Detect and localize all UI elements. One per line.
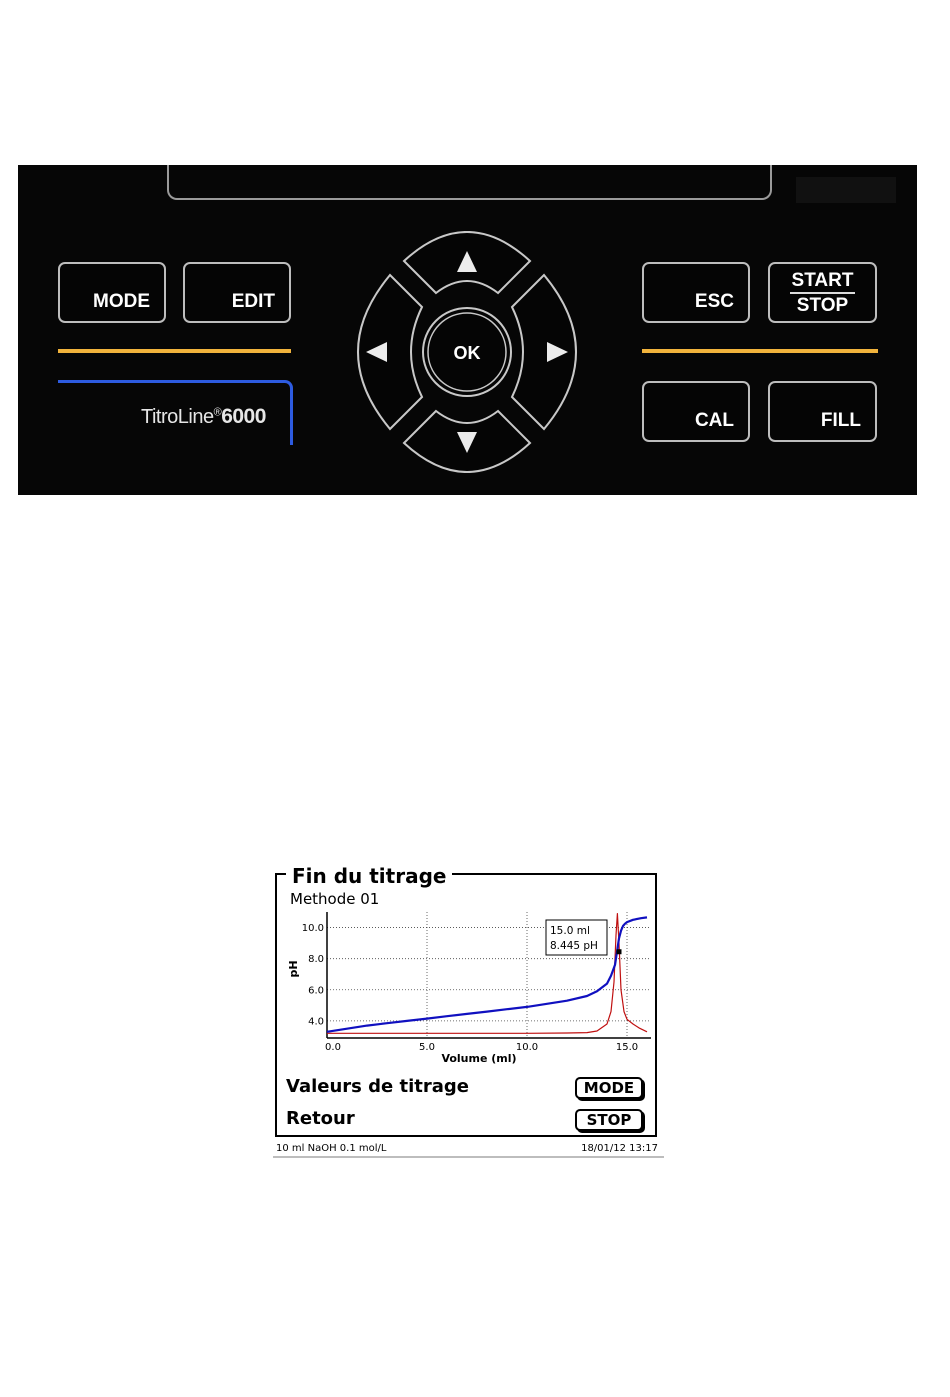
fill-key[interactable] [768,381,877,442]
mode-key[interactable] [58,262,166,323]
x-axis-label: Volume (ml) [441,1052,517,1065]
screen-bezel [167,165,772,200]
equivalence-point-marker [617,949,622,954]
y-axis-label: pH [287,960,300,978]
cal-key[interactable] [642,381,750,442]
y-tick-label: 10.0 [301,923,324,935]
fill-key-label: FILL [820,410,861,431]
brand-model: 6000 [221,405,266,428]
status-datetime: 18/01/12 13:17 [581,1143,658,1154]
cal-key-label: CAL [694,410,734,431]
y-tick-label: 4.0 [308,1016,324,1028]
direction-pad [344,231,590,473]
status-divider [273,1156,664,1158]
x-tick-label: 0.0 [325,1042,341,1053]
esc-key[interactable] [642,262,750,323]
lcd-screen [270,866,664,1160]
y-tick-label: 6.0 [308,985,324,997]
titration-chart [270,906,664,1066]
accent-line-left [58,349,291,353]
registered-mark: ® [213,406,222,419]
brand-logo [141,405,266,429]
edit-key-label: EDIT [231,291,275,312]
mode-button[interactable]: MODE [575,1077,643,1099]
edit-key[interactable] [183,262,291,323]
stop-button[interactable]: STOP [575,1109,643,1131]
brand-name: TitroLine [141,406,214,428]
method-name: Methode 01 [290,890,380,908]
stop-key-label: STOP [796,295,849,316]
annotation-text: 8.445 pH [550,940,598,952]
screen-title: Fin du titrage [286,863,452,889]
ok-key-label: OK [453,343,481,363]
start-stop-key[interactable] [768,262,877,323]
panel-patch [796,177,896,203]
x-tick-label: 5.0 [419,1042,435,1053]
start-key-label: START [791,270,854,291]
accent-line-right [642,349,878,353]
esc-key-label: ESC [694,291,734,312]
x-tick-label: 15.0 [615,1042,639,1053]
x-tick-label: 10.0 [515,1042,539,1053]
y-tick-label: 8.0 [308,954,324,966]
mode-key-label: MODE [93,291,150,312]
menu-label-back[interactable]: Retour [286,1108,355,1129]
start-stop-divider [790,292,855,294]
keypad-panel [18,165,917,495]
annotation-text: 15.0 ml [550,925,590,937]
menu-label-titration-values[interactable]: Valeurs de titrage [286,1076,469,1097]
status-reagent: 10 ml NaOH 0.1 mol/L [276,1143,387,1154]
